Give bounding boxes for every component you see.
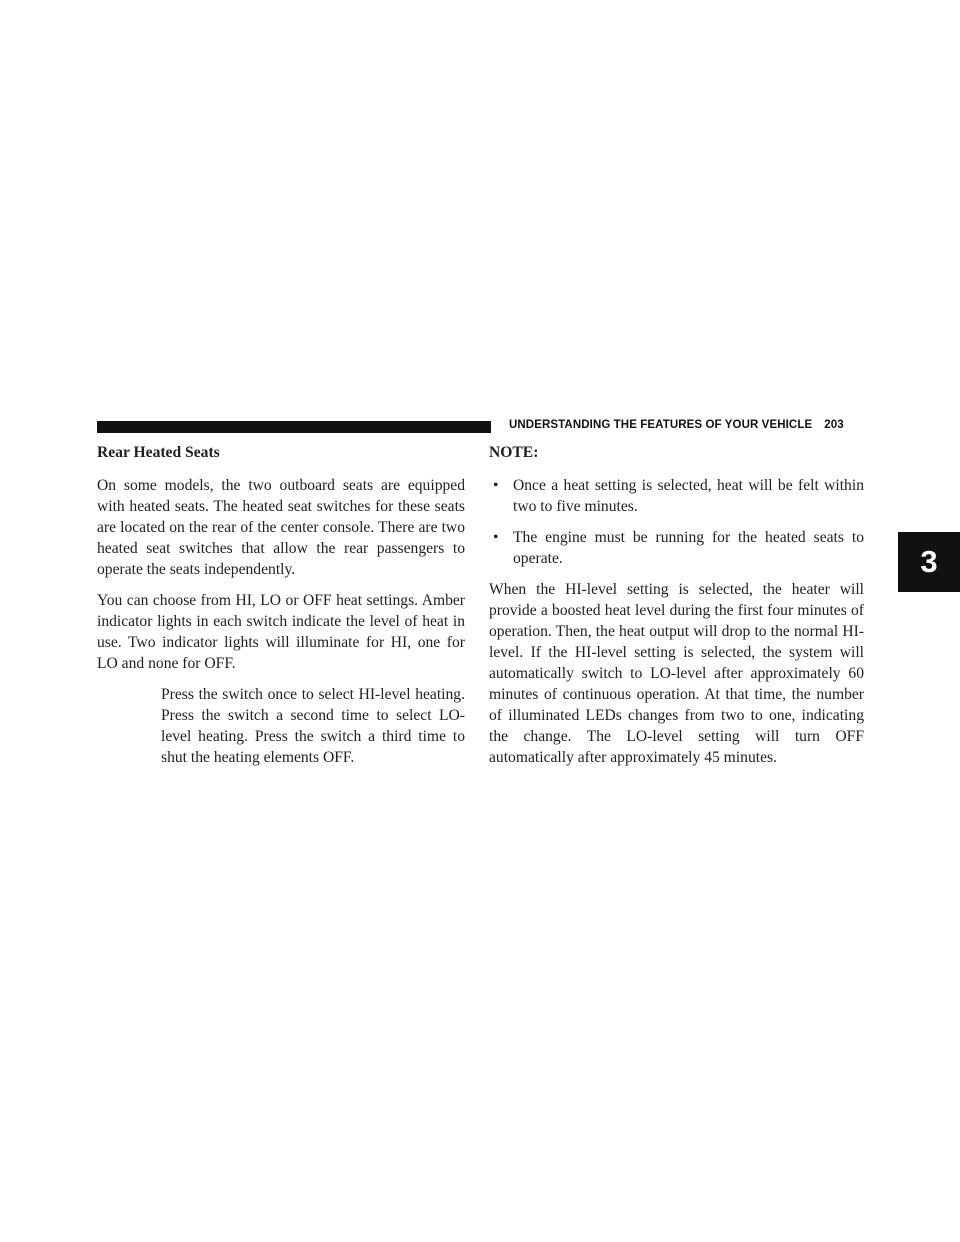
page-number: 203 — [824, 419, 844, 431]
list-item: • Once a heat setting is selected, heat will be felt within two to five minutes. — [493, 477, 864, 515]
running-header — [509, 419, 869, 431]
note-heading: NOTE: — [489, 444, 539, 461]
note-list — [489, 475, 864, 569]
paragraph: On some models, the two outboard seats are equipped with heated seats. The heated seat switches for these seats are located on the rear of the center console. There are two heated seat switches that allow the rear passengers to operate the seats independently. — [97, 477, 465, 578]
bullet-icon: • — [493, 529, 499, 546]
list-item: • The engine must be running for the heated seats to operate. — [493, 529, 864, 567]
chapter-tab: 3 — [898, 532, 960, 592]
left-column — [97, 442, 465, 778]
paragraph: When the HI-level setting is selected, the heater will provide a boosted heat level during the first four minutes of operation. Then, the heat output will drop to the normal HI-level. If the HI-level setting is selected, the system will automatically switch to LO-level after approximately 60 minutes of continuous operation. At that time, the number of illuminated LEDs changes from two to one, indicating the change. The LO-level setting will turn OFF automatically after approximately 45 minutes. — [489, 581, 864, 766]
right-column — [489, 442, 864, 778]
header-rule — [97, 421, 491, 433]
paragraph: Press the switch once to select HI-level heating. Press the switch a second time to select LO-level heating. Press the switch a third time to shut the heating elements OFF. — [161, 686, 465, 766]
paragraph: You can choose from HI, LO or OFF heat settings. Amber indicator lights in each switch indicate the level of heat in use. Two indicator lights will illuminate for HI, one for LO and none for OFF. — [97, 592, 465, 672]
section-title: UNDERSTANDING THE FEATURES OF YOUR VEHICLE — [509, 419, 813, 431]
bullet-icon: • — [493, 477, 499, 494]
section-heading: Rear Heated Seats — [97, 444, 220, 461]
